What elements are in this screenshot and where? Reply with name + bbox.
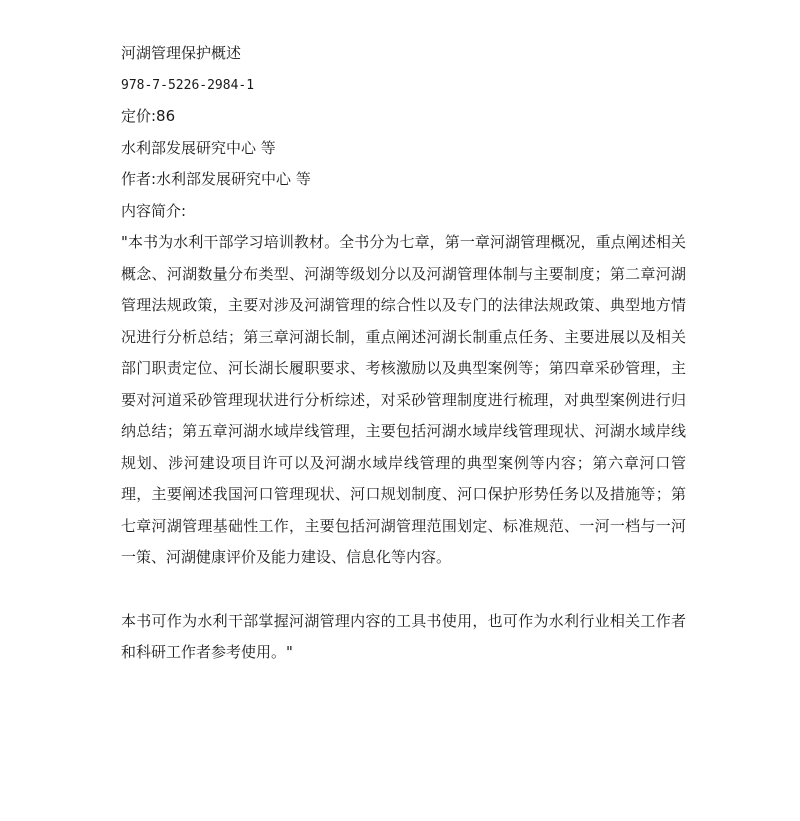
book-info	[121, 38, 686, 669]
isbn: 978-7-5226-2984-1	[121, 77, 255, 93]
intro-paragraph-1: "本书为水利干部学习培训教材。全书分为七章，第一章河湖管理概况，重点阐述相关概念、河湖数量分布类型、河湖等级划分以及河湖管理体制与主要制度；第二章河湖管理法规政策，主要对涉及河湖管理的综合性以及专门的法律法规政策、典型地方情况进行分析总结；第三章河湖长制，重点阐述河湖长制重点任务、主要进展以及相关部门职责定位、河长湖长履职要求、考核激励以及典型案例等；第四章采砂管理，主要对河道采砂管理现状进行分析综述，对采砂管理制度进行梳理，对典型案例进行归纳总结；第五章河湖水域岸线管理，主要包括河湖水域岸线管理现状、河湖水域岸线规划、涉河建设项目许可以及河湖水域岸线管理的典型案例等内容；第六章河口管理，主要阐述我国河口管理现状、河口规划制度、河口保护形势任务以及措施等；第七章河湖管理基础性工作，主要包括河湖管理范围划定、标准规范、一河一档与一河一策、河湖健康评价及能力建设、信息化等内容。	[121, 233, 686, 566]
intro-paragraph-2: 本书可作为水利干部掌握河湖管理内容的工具书使用，也可作为水利行业相关工作者和科研工作者参考使用。"	[121, 611, 686, 661]
intro-heading: 内容简介:	[121, 201, 187, 220]
price: 定价:86	[121, 107, 176, 125]
paragraph-spacer	[121, 574, 686, 606]
book-title: 河湖管理保护概述	[121, 44, 242, 62]
author-line: 作者:水利部发展研究中心 等	[121, 170, 311, 188]
publisher-line: 水利部发展研究中心 等	[121, 138, 276, 157]
